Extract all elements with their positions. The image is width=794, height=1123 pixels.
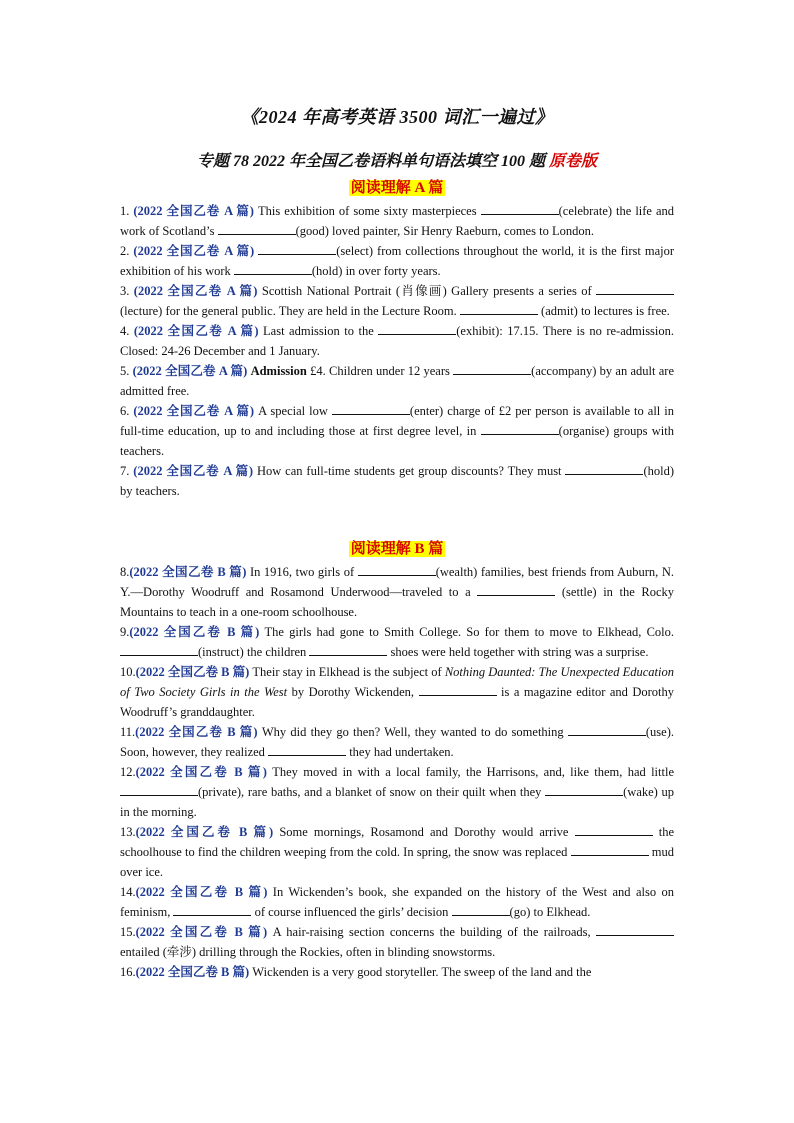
answer-blank[interactable] (575, 822, 653, 836)
question-item-1: 1. (2022 全国乙卷 A 篇) This exhibition of some sixty masterpieces (celebrate) the life and work of Scotland’s (good) loved painter, Sir Henry Raeburn, comes to London. (120, 201, 674, 241)
answer-blank[interactable] (378, 321, 456, 335)
question-item-7: 7. (2022 全国乙卷 A 篇) How can full-time students get group discounts? They must (hold) by teachers. (120, 461, 674, 501)
answer-blank[interactable] (173, 902, 251, 916)
question-item-11: 11.(2022 全国乙卷 B 篇) Why did they go then? Well, they wanted to do something (use). Soon, however, they realized they had undertaken. (120, 722, 674, 762)
answer-blank[interactable] (596, 281, 674, 295)
question-item-3: 3. (2022 全国乙卷 A 篇) Scottish National Portrait (肖像画) Gallery presents a series of (lecture) for the general public. They are held in the Lecture Room. (admit) to lectures is free. (120, 281, 674, 321)
question-item-2: 2. (2022 全国乙卷 A 篇) (select) from collections throughout the world, it is the first major exhibition of his work (hold) in over forty years. (120, 241, 674, 281)
answer-blank[interactable] (460, 301, 538, 315)
question-item-9: 9.(2022 全国乙卷 B 篇) The girls had gone to Smith College. So for them to move to Elkhead, Colo. (instruct) the children shoes were held together with string was a surprise. (120, 625, 675, 659)
subtitle-text: 专题 78 2022 年全国乙卷语料单句语法填空 100 题 (196, 153, 545, 170)
question-item-8: 8.(2022 全国乙卷 B 篇) In 1916, two girls of (wealth) families, best friends from Auburn, N. Y.—Dorothy Woodruff and Rosamond Underwood—traveled to a (settle) in the Rocky Mountains to teach in a one-room schoolhouse. (120, 562, 674, 622)
answer-blank[interactable] (596, 922, 674, 936)
section-heading-a: 阅读理解 A 篇 (350, 180, 444, 196)
answer-blank[interactable] (481, 201, 559, 215)
answer-blank[interactable] (358, 562, 436, 576)
question-item-15: 15.(2022 全国乙卷 B 篇) A hair-raising section concerns the building of the railroads, entailed (牵涉) drilling through the Rockies, often in blinding snowstorms. (120, 922, 674, 962)
question-item-4: 4. (2022 全国乙卷 A 篇) Last admission to the (exhibit): 17.15. There is no re-admission. Closed: 24-26 December and 1 January. (120, 321, 674, 361)
answer-blank[interactable] (218, 221, 296, 235)
answer-blank[interactable] (452, 902, 510, 916)
answer-blank[interactable] (453, 361, 531, 375)
answer-blank[interactable] (120, 782, 198, 796)
answer-blank[interactable] (258, 241, 336, 255)
question-list-a (120, 201, 674, 501)
answer-blank[interactable] (234, 261, 312, 275)
section-heading-b: 阅读理解 B 篇 (350, 541, 444, 557)
answer-blank[interactable] (481, 421, 559, 435)
answer-blank[interactable] (419, 682, 497, 696)
question-item-14: 14.(2022 全国乙卷 B 篇) In Wickenden’s book, she expanded on the history of the West and also on feminism, of course influenced the girls’ decision (go) to Elkhead. (120, 885, 674, 919)
document-subtitle (0, 148, 794, 171)
question-item-5: 5. (2022 全国乙卷 A 篇) Admission £4. Children under 12 years (accompany) by an adult are admitted free. (120, 361, 674, 401)
question-item-6: 6. (2022 全国乙卷 A 篇) A special low (enter) charge of £2 per person is available to all in full-time education, up to and including those at first degree level, in (organise) groups with teachers. (120, 401, 674, 461)
answer-blank[interactable] (565, 461, 643, 475)
answer-blank[interactable] (309, 642, 387, 656)
answer-blank[interactable] (571, 842, 649, 856)
document-title: 《2024 年高考英语 3500 词汇一遍过》 (240, 107, 554, 127)
question-item-12: 12.(2022 全国乙卷 B 篇) They moved in with a local family, the Harrisons, and, like them, had little (private), rare baths, and a blanket of snow on their quilt when they (wake) up in the morning. (120, 765, 675, 819)
answer-blank[interactable] (568, 722, 646, 736)
question-item-13: 13.(2022 全国乙卷 B 篇) Some mornings, Rosamond and Dorothy would arrive the schoolhouse to find the children weeping from the cold. In spring, the snow was replaced mud over ice. (120, 822, 674, 882)
answer-blank[interactable] (332, 401, 410, 415)
answer-blank[interactable] (268, 742, 346, 756)
answer-blank[interactable] (477, 582, 555, 596)
question-item-16: 16.(2022 全国乙卷 B 篇) Wickenden is a very good storyteller. The sweep of the land and the (120, 965, 592, 979)
answer-blank[interactable] (545, 782, 623, 796)
version-tag: 原卷版 (549, 153, 598, 170)
question-item-10: 10.(2022 全国乙卷 B 篇) Their stay in Elkhead is the subject of Nothing Daunted: The Unexpected Education of Two Society Girls in the West by Dorothy Wickenden, is a magazine editor and Dorothy Woodruff’s granddaughter. (120, 665, 675, 719)
question-list-b (120, 562, 674, 982)
answer-blank[interactable] (120, 642, 198, 656)
